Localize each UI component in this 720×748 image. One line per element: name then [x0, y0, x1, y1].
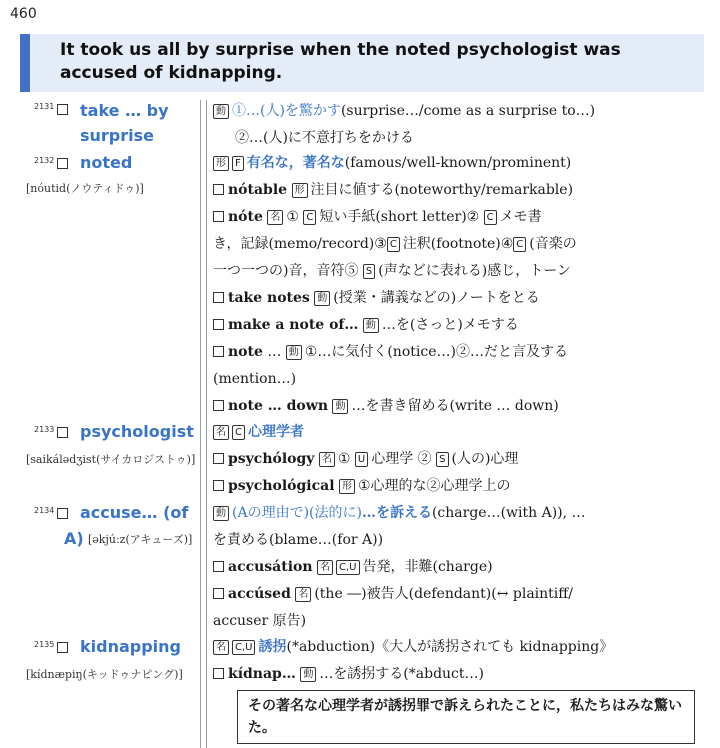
pronunciation: [əkjúːz(アキューズ)]	[88, 533, 193, 546]
sub-headword: note	[228, 344, 263, 360]
noun-tag: 名	[213, 640, 229, 655]
sub-headword: note … down	[228, 398, 328, 414]
countable-uncountable-tag: C,U	[232, 640, 255, 655]
definition	[213, 500, 668, 635]
sub-definition: …を(さっと)メモする	[381, 317, 519, 333]
definition-jp: 誘拐	[258, 639, 287, 655]
sub-definition: 注釈(footnote)④	[402, 236, 514, 252]
verb-tag: 動	[314, 291, 330, 306]
countable-tag: C	[387, 237, 400, 252]
checkbox-icon	[213, 292, 224, 303]
sub-definition: …を誘拐する(*abduct…)	[319, 666, 484, 682]
sub-headword: nótable	[228, 182, 288, 198]
banner-accent-bar	[20, 34, 30, 92]
sub-definition: 短い手紙(short letter)②	[319, 209, 484, 225]
page-number: 460	[10, 6, 37, 22]
definition-en: (charge…(with A)), …	[431, 505, 586, 521]
noun-tag: 名	[317, 560, 333, 575]
adj-tag: 形	[292, 183, 308, 198]
definition-jp: ②…(人)に不意打ちをかける	[235, 130, 414, 146]
definition-en: (*abduction)《大人が誘拐されても kidnapping》	[286, 639, 614, 655]
sub-definition: 心理学 ②	[371, 451, 437, 467]
checkbox-icon	[57, 104, 68, 115]
definition	[213, 98, 668, 152]
verb-tag: 動	[300, 667, 316, 682]
sub-definition: accuser 原告)	[213, 613, 307, 629]
sub-headword: nóte	[228, 209, 263, 225]
sub-definition: …を書き留める(write … down)	[351, 398, 559, 414]
sub-headword: psychológical	[228, 478, 335, 494]
definition-jp: …を訴える	[361, 505, 432, 521]
adj-tag: 形	[213, 156, 229, 171]
checkbox-icon	[213, 480, 224, 491]
checkbox-icon	[213, 588, 224, 599]
example-sentence-banner	[20, 34, 704, 92]
definition-en: を責める(blame…(for A))	[213, 532, 384, 548]
formal-tag: F	[232, 156, 244, 171]
sub-definition: (the ―)被告人(defendant)(↔ plaintiff/	[314, 586, 573, 602]
checkbox-icon	[57, 642, 68, 653]
sub-headword: psychólogy	[228, 451, 315, 467]
countable-tag: C	[303, 210, 316, 225]
sub-definition: 告発，非難(charge)	[362, 559, 493, 575]
checkbox-icon	[213, 211, 224, 222]
checkbox-icon	[213, 319, 224, 330]
japanese-translation-box: その著名な心理学者が誘拐罪で訴えられたことに，私たちはみな驚いた。	[237, 690, 695, 744]
definition-jp: (Aの理由で)(法的に)	[232, 505, 362, 521]
example-sentence: It took us all by surprise when the noted psychologist was accused of kidnapping.	[60, 40, 621, 83]
noun-tag: 名	[267, 210, 283, 225]
headword: accuse… (of	[80, 503, 189, 522]
definition-en: (surprise…/come as a surprise to…)	[340, 103, 596, 119]
adj-tag: 形	[339, 479, 355, 494]
entry-number: 2133	[34, 425, 55, 434]
checkbox-icon	[213, 184, 224, 195]
entry-number: 2131	[34, 102, 55, 111]
pronunciation: [kídnæpiŋ(キッドゥナピング)]	[26, 668, 183, 681]
verb-tag: 動	[213, 104, 229, 119]
sub-definition: ①心理的な②心理学上の	[357, 478, 511, 494]
countable-tag: C	[513, 237, 526, 252]
headword-line: take … by	[80, 101, 169, 120]
sub-headword-ellipsis: …	[262, 344, 286, 360]
pronunciation: [nóutid(ノウティドゥ)]	[26, 182, 144, 195]
definition	[213, 150, 668, 420]
definition-en: (famous/well-known/prominent)	[344, 155, 572, 171]
column-divider	[200, 100, 201, 748]
sub-definition: 注目に値する(noteworthy/remarkable)	[310, 182, 574, 198]
sub-definition: (授業・講義などの)ノートをとる	[333, 290, 540, 306]
headword-line: surprise	[80, 126, 155, 145]
headword: A)	[64, 529, 84, 548]
sub-definition: ①…に気付く(notice…)②…だと言及する	[304, 344, 568, 360]
entry-number: 2134	[34, 506, 55, 515]
checkbox-icon	[213, 400, 224, 411]
sub-headword: make a note of…	[228, 317, 359, 333]
singular-tag: S	[436, 452, 448, 467]
sub-definition: ①	[337, 451, 355, 467]
sub-headword: accusátion	[228, 559, 313, 575]
sub-headword: accúsed	[228, 586, 291, 602]
uncountable-tag: U	[355, 452, 368, 467]
headword: noted	[80, 153, 133, 172]
verb-tag: 動	[213, 506, 229, 521]
column-divider	[206, 100, 207, 748]
definition	[213, 419, 668, 500]
countable-tag: C	[484, 210, 497, 225]
definition	[213, 634, 668, 688]
checkbox-icon	[213, 453, 224, 464]
checkbox-icon	[213, 561, 224, 572]
verb-tag: 動	[363, 318, 379, 333]
headword	[80, 98, 169, 148]
checkbox-icon	[57, 158, 68, 169]
headword: psychologist	[80, 422, 194, 441]
noun-tag: 名	[295, 587, 311, 602]
checkbox-icon	[57, 427, 68, 438]
sub-definition: 一つ一つの)音，音符⑤	[213, 263, 363, 279]
sub-definition: (人の)心理	[451, 451, 519, 467]
pronunciation: [saikálədʒist(サイカロジストゥ)]	[26, 453, 196, 466]
checkbox-icon	[57, 508, 68, 519]
countable-tag: C	[232, 425, 245, 440]
verb-tag: 動	[332, 399, 348, 414]
countable-uncountable-tag: C,U	[336, 560, 359, 575]
sub-definition: (mention…)	[213, 371, 297, 387]
sub-definition: ①	[286, 209, 304, 225]
noun-tag: 名	[319, 452, 335, 467]
sub-definition: (音楽の	[529, 236, 577, 252]
entry-number: 2132	[34, 156, 55, 165]
noun-tag: 名	[213, 425, 229, 440]
definition-jp: 有名な，著名な	[246, 155, 345, 171]
sub-definition: き，記録(memo/record)③	[213, 236, 387, 252]
sub-headword: take notes	[228, 290, 310, 306]
definition-jp: 心理学者	[247, 424, 304, 440]
headword: kidnapping	[80, 637, 181, 656]
sub-definition: (声などに表れる)感じ，トーン	[378, 263, 571, 279]
singular-tag: S	[363, 264, 375, 279]
checkbox-icon	[213, 346, 224, 357]
entry-number: 2135	[34, 640, 55, 649]
checkbox-icon	[213, 668, 224, 679]
definition-jp: ①…(人)を驚かす	[232, 103, 341, 119]
verb-tag: 動	[286, 345, 302, 360]
sub-definition: メモ書	[499, 209, 542, 225]
sub-headword: kídnap…	[228, 666, 296, 682]
